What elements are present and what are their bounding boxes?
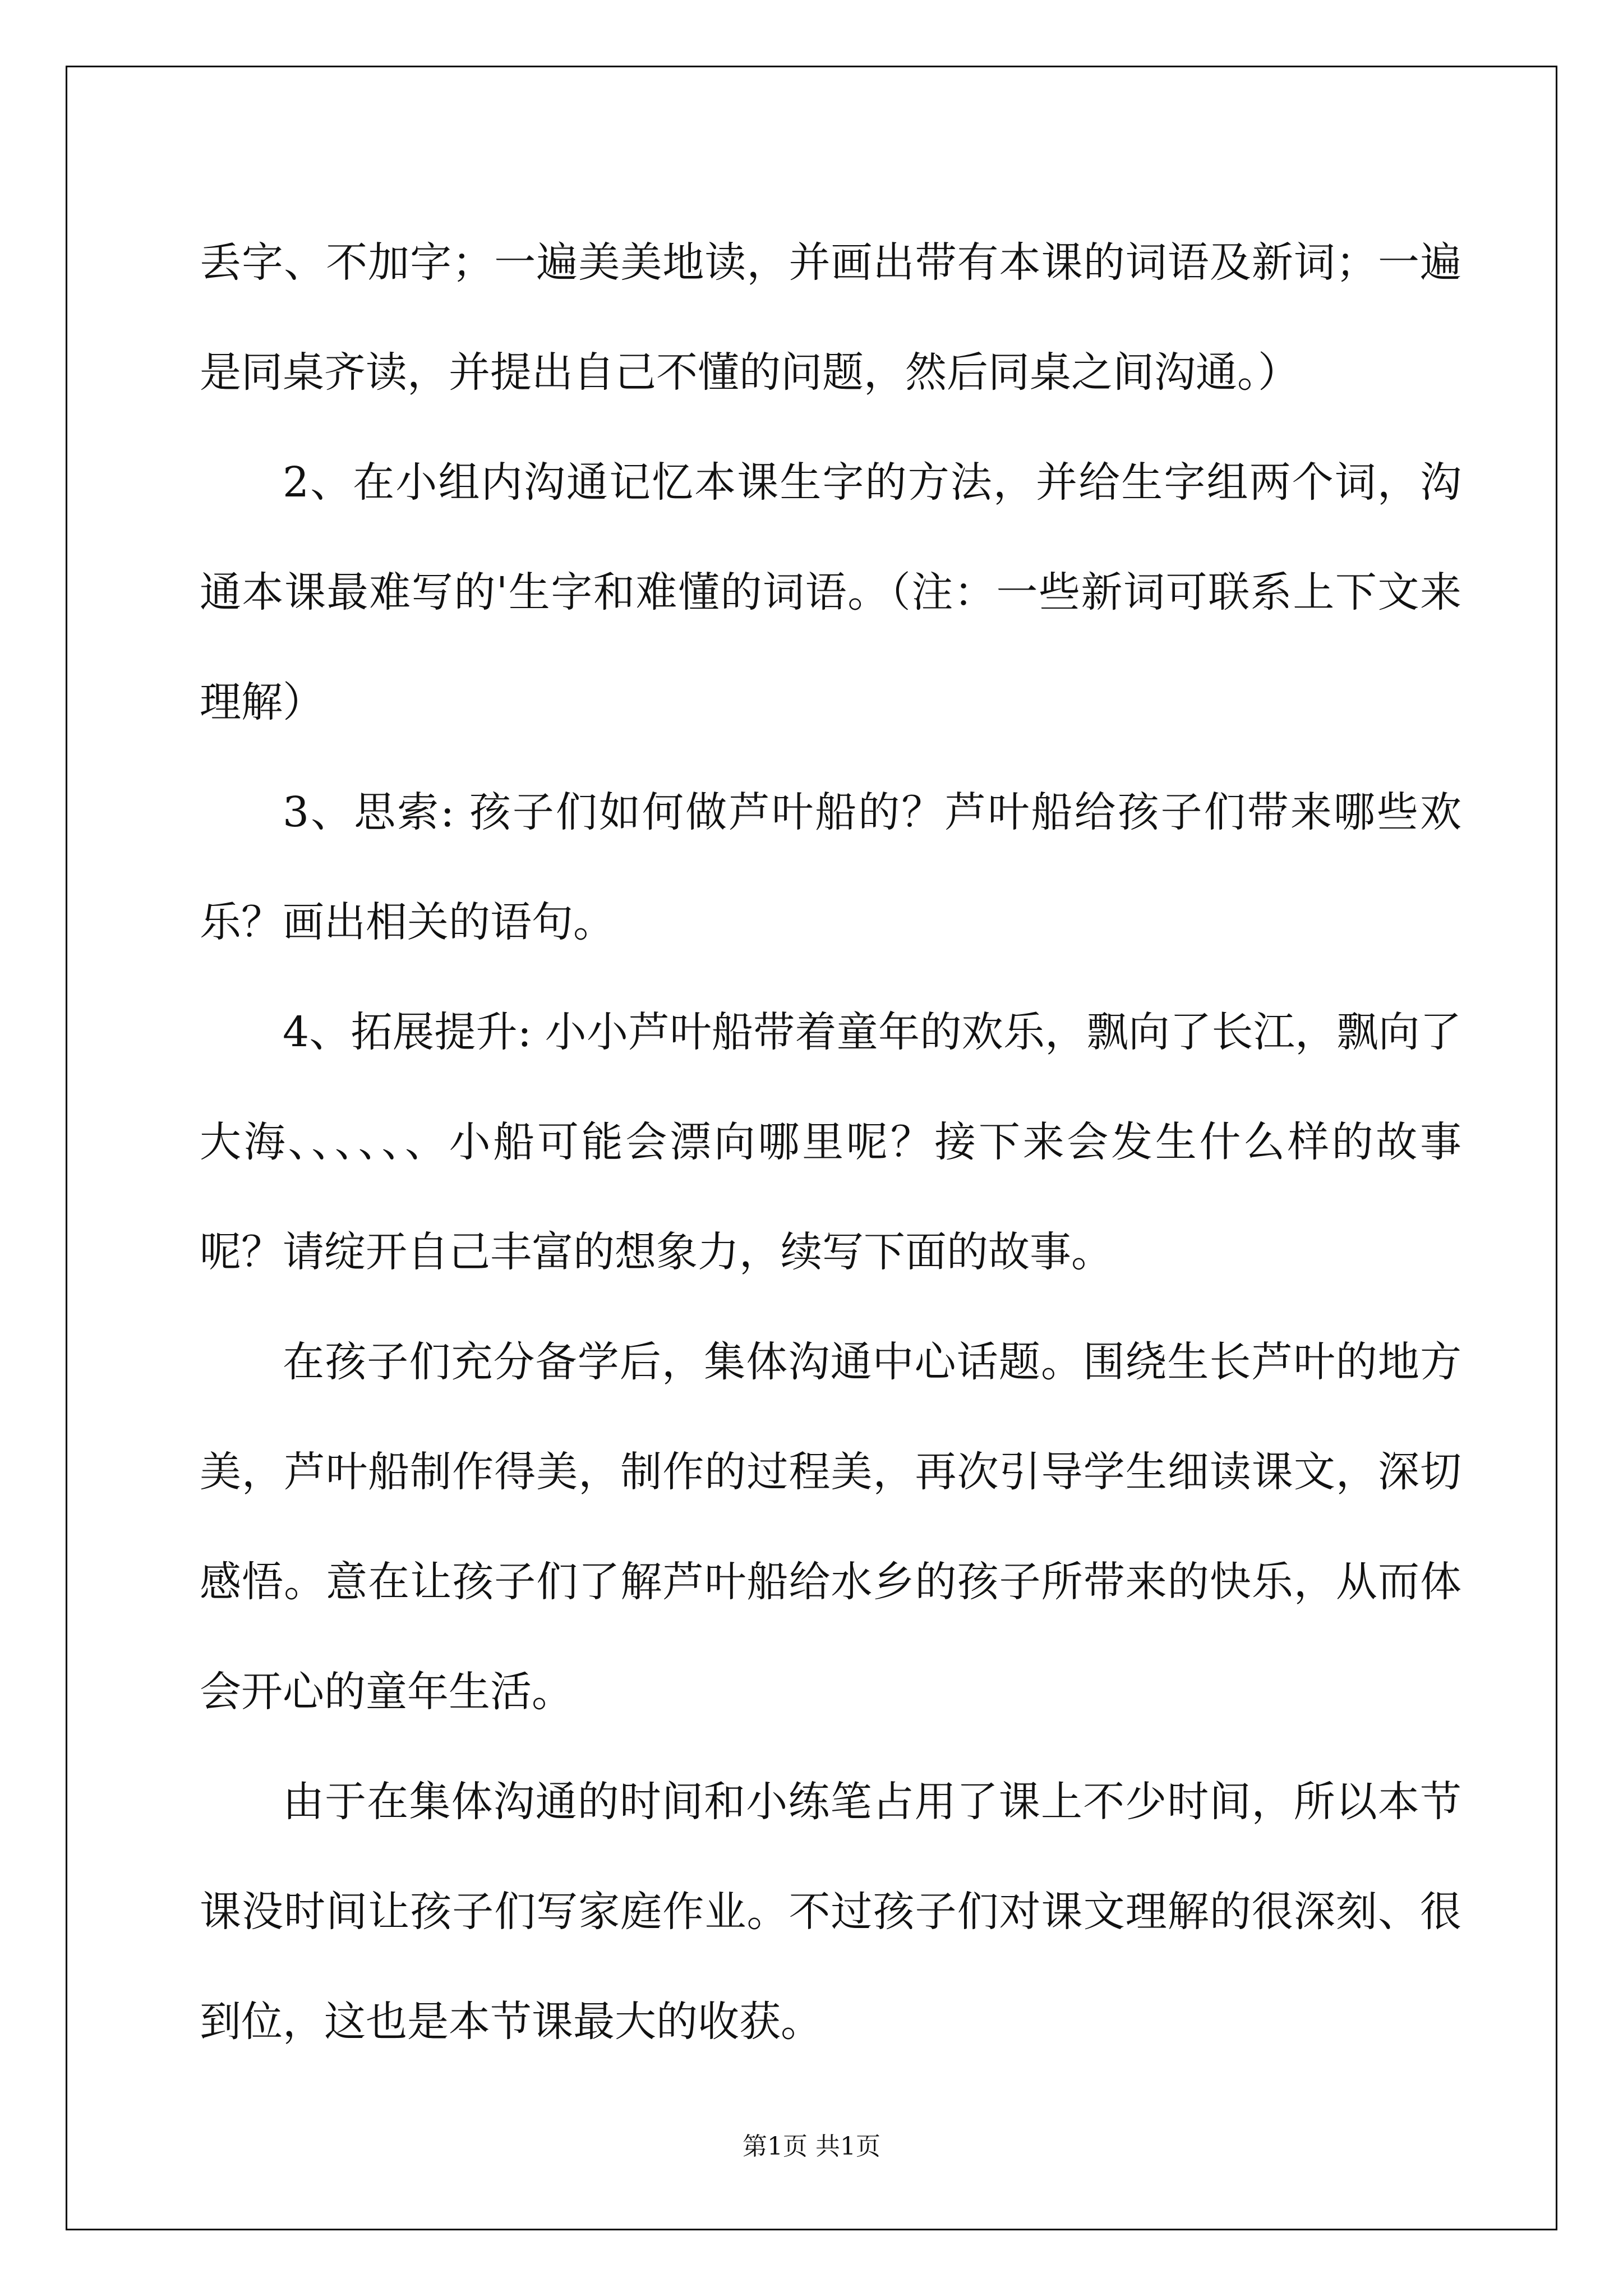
paragraph-3: 3、思索: 孩子们如何做芦叶船的？芦叶船给孩子们带来哪些欢乐？画出相关的语句。 (200, 788, 1461, 946)
paragraph-6: 由于在集体沟通的时间和小练笔占用了课上不少时间，所以本节课没时间让孩子们写家庭作业。不过孩子们对课文理解的很深刻、很到位，这也是本节课最大的收获。 (200, 1778, 1461, 2046)
paragraph-1: 丢字、不加字；一遍美美地读，并画出带有本课的词语及新词；一遍是同桌齐读，并提出自己不懂的问题，然后同桌之间沟通。） (200, 238, 1461, 397)
document-body (200, 208, 1461, 2077)
paragraph-5: 在孩子们充分备学后，集体沟通中心话题。围绕生长芦叶的地方美，芦叶船制作得美，制作的过程美，再次引导学生细读课文，深切感悟。意在让孩子们了解芦叶船给水乡的孩子所带来的快乐，从而体会开心的童年生活。 (200, 1338, 1461, 1716)
page-footer: 第1页 共1页 (743, 2132, 880, 2161)
paragraph-4: 4、拓展提升: 小小芦叶船带着童年的欢乐，飘向了长江，飘向了大海、、、、、、小船可能会漂向哪里呢？接下来会发生什么样的故事呢？请绽开自己丰富的想象力，续写下面的故事。 (200, 1008, 1461, 1276)
paragraph-2: 2、在小组内沟通记忆本课生字的方法，并给生字组两个词，沟通本课最难写的'生字和难懂的词语。（注：一些新词可联系上下文来理解） (200, 458, 1461, 726)
